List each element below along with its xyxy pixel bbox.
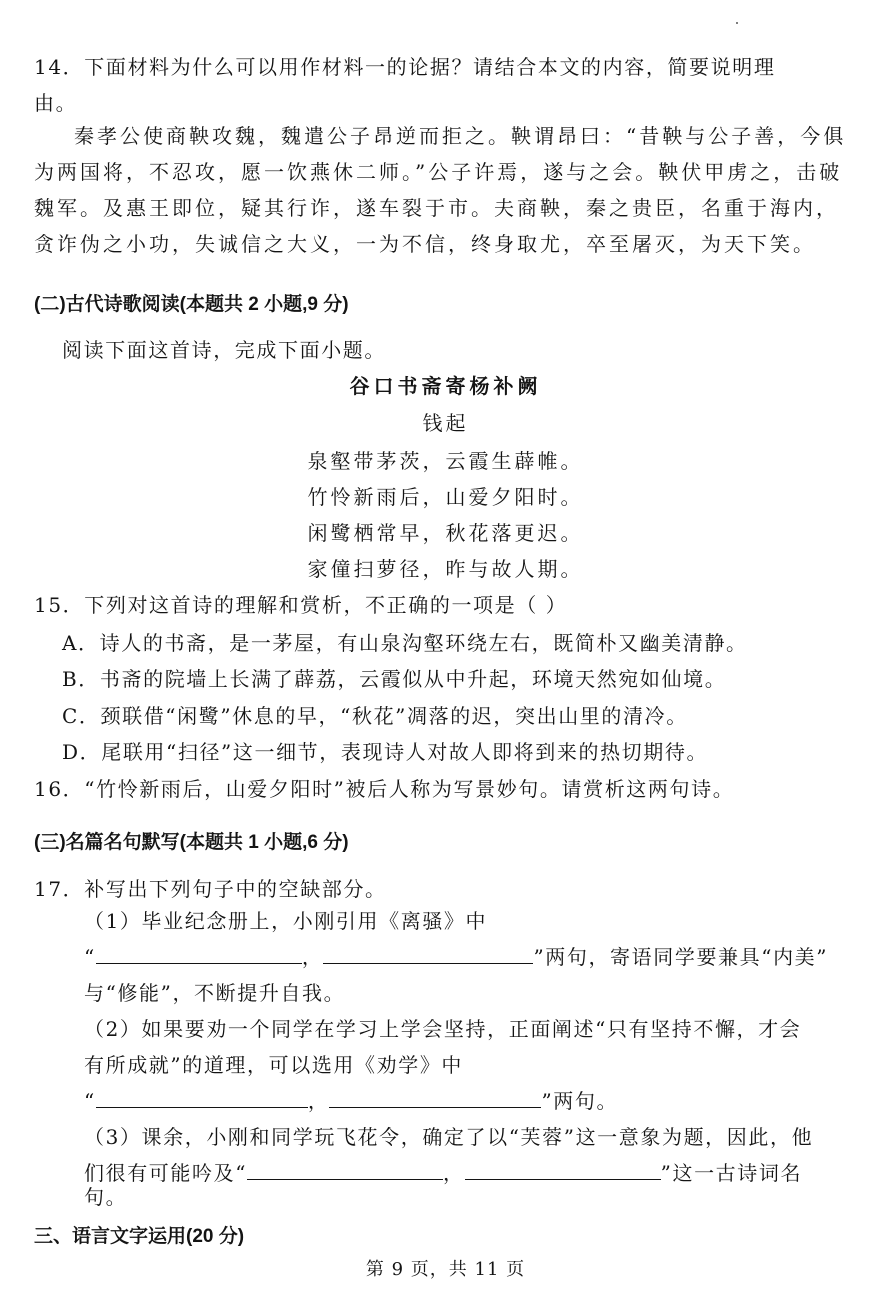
open-quote: “	[84, 945, 96, 969]
q17-part3-line1: （3）课余，小刚和同学玩飞花令，确定了以“芙蓉”这一意象为题，因此，他	[84, 1125, 814, 1149]
q15-stem: 15．下列对这首诗的理解和赏析，不正确的一项是（ ）	[34, 593, 568, 617]
poem-author: 钱起	[422, 411, 469, 435]
answer-blank[interactable]	[96, 945, 302, 964]
q15-option-a: A．诗人的书斋，是一茅屋，有山泉沟壑环绕左右，既简朴又幽美清静。	[62, 631, 748, 655]
page-footer: 第 9 页，共 11 页	[365, 1259, 526, 1280]
q16-stem: 16．“竹怜新雨后，山爱夕阳时”被后人称为写景妙句。请赏析这两句诗。	[34, 777, 735, 801]
q14-stem-line1: 14．下面材料为什么可以用作材料一的论据？请结合本文的内容，简要说明理	[34, 55, 776, 79]
poem-line: 家僮扫萝径，昨与故人期。	[307, 557, 584, 581]
q15-option-b: B．书斋的院墙上长满了薜荔，云霞似从中升起，环境天然宛如仙境。	[62, 667, 727, 691]
open-quote: “	[84, 1089, 96, 1113]
q17-stem: 17．补写出下列句子中的空缺部分。	[34, 877, 387, 901]
poem-line: 闲鹭栖常早，秋花落更迟。	[307, 521, 584, 545]
poem-title: 谷口书斋寄杨补阙	[349, 374, 542, 398]
q17-part3-line2	[84, 1160, 802, 1186]
q15-option-d: D．尾联用“扫径”这一细节，表现诗人对故人即将到来的热切期待。	[62, 740, 709, 764]
q17-part1-after-text: ”两句，寄语同学要兼具“内美”	[533, 945, 829, 969]
section2-intro: 阅读下面这首诗，完成下面小题。	[62, 338, 386, 362]
answer-blank[interactable]	[247, 1161, 443, 1180]
q17-part2-line2: 有所成就”的道理，可以选用《劝学》中	[84, 1053, 464, 1077]
section3-heading: (三)名篇名句默写(本题共 1 小题,6 分)	[34, 832, 349, 853]
q17-part1-line1: （1）毕业纪念册上，小刚引用《离骚》中	[84, 909, 488, 933]
q14-material-passage: 秦孝公使商鞅攻魏，魏遣公子昂逆而拒之。鞅谓昂曰：“昔鞅与公子善，今俱为两国将，不忍攻，愿一饮燕休二师。”公子许焉，遂与之会。鞅伏甲虏之，击破魏军。及惠王即位，疑其行诈，遂车裂于市。夫商鞅，秦之贵臣，名重于海内，贪诈伪之小功，失诚信之大义，一为不信，终身取尤，卒至屠灭，为天下笑。	[34, 124, 847, 256]
q14-stem-line2: 由。	[34, 91, 78, 115]
comma: ，	[443, 1161, 465, 1185]
part3-heading: 三、语言文字运用(20 分)	[34, 1226, 245, 1247]
poem-line: 竹怜新雨后，山爱夕阳时。	[307, 485, 584, 509]
answer-blank[interactable]	[465, 1161, 661, 1180]
q17-part1-line2	[84, 944, 828, 970]
comma: ，	[301, 945, 324, 969]
comma: ，	[307, 1089, 330, 1113]
q17-part3-pre-text: 们很有可能吟及“	[84, 1161, 248, 1185]
poem-line: 泉壑带茅茨，云霞生薜帷。	[307, 449, 584, 473]
q17-part1-line3: 与“修能”，不断提升自我。	[84, 981, 346, 1005]
answer-blank[interactable]	[329, 1089, 541, 1108]
q17-part2-line3	[84, 1088, 618, 1114]
q17-part2-after-text: ”两句。	[541, 1089, 619, 1113]
q17-part3-post-text: ”这一古诗词名	[660, 1161, 803, 1185]
answer-blank[interactable]	[323, 945, 533, 964]
answer-blank[interactable]	[96, 1089, 308, 1108]
scan-speck	[736, 22, 738, 24]
q17-part3-line3: 句。	[84, 1185, 128, 1209]
section2-heading: (二)古代诗歌阅读(本题共 2 小题,9 分)	[34, 294, 349, 315]
q17-part2-line1: （2）如果要劝一个同学在学习上学会坚持，正面阐述“只有坚持不懈，才会	[84, 1017, 802, 1041]
q15-option-c: C．颈联借“闲鹭”休息的早，“秋花”凋落的迟，突出山里的清冷。	[62, 704, 688, 728]
